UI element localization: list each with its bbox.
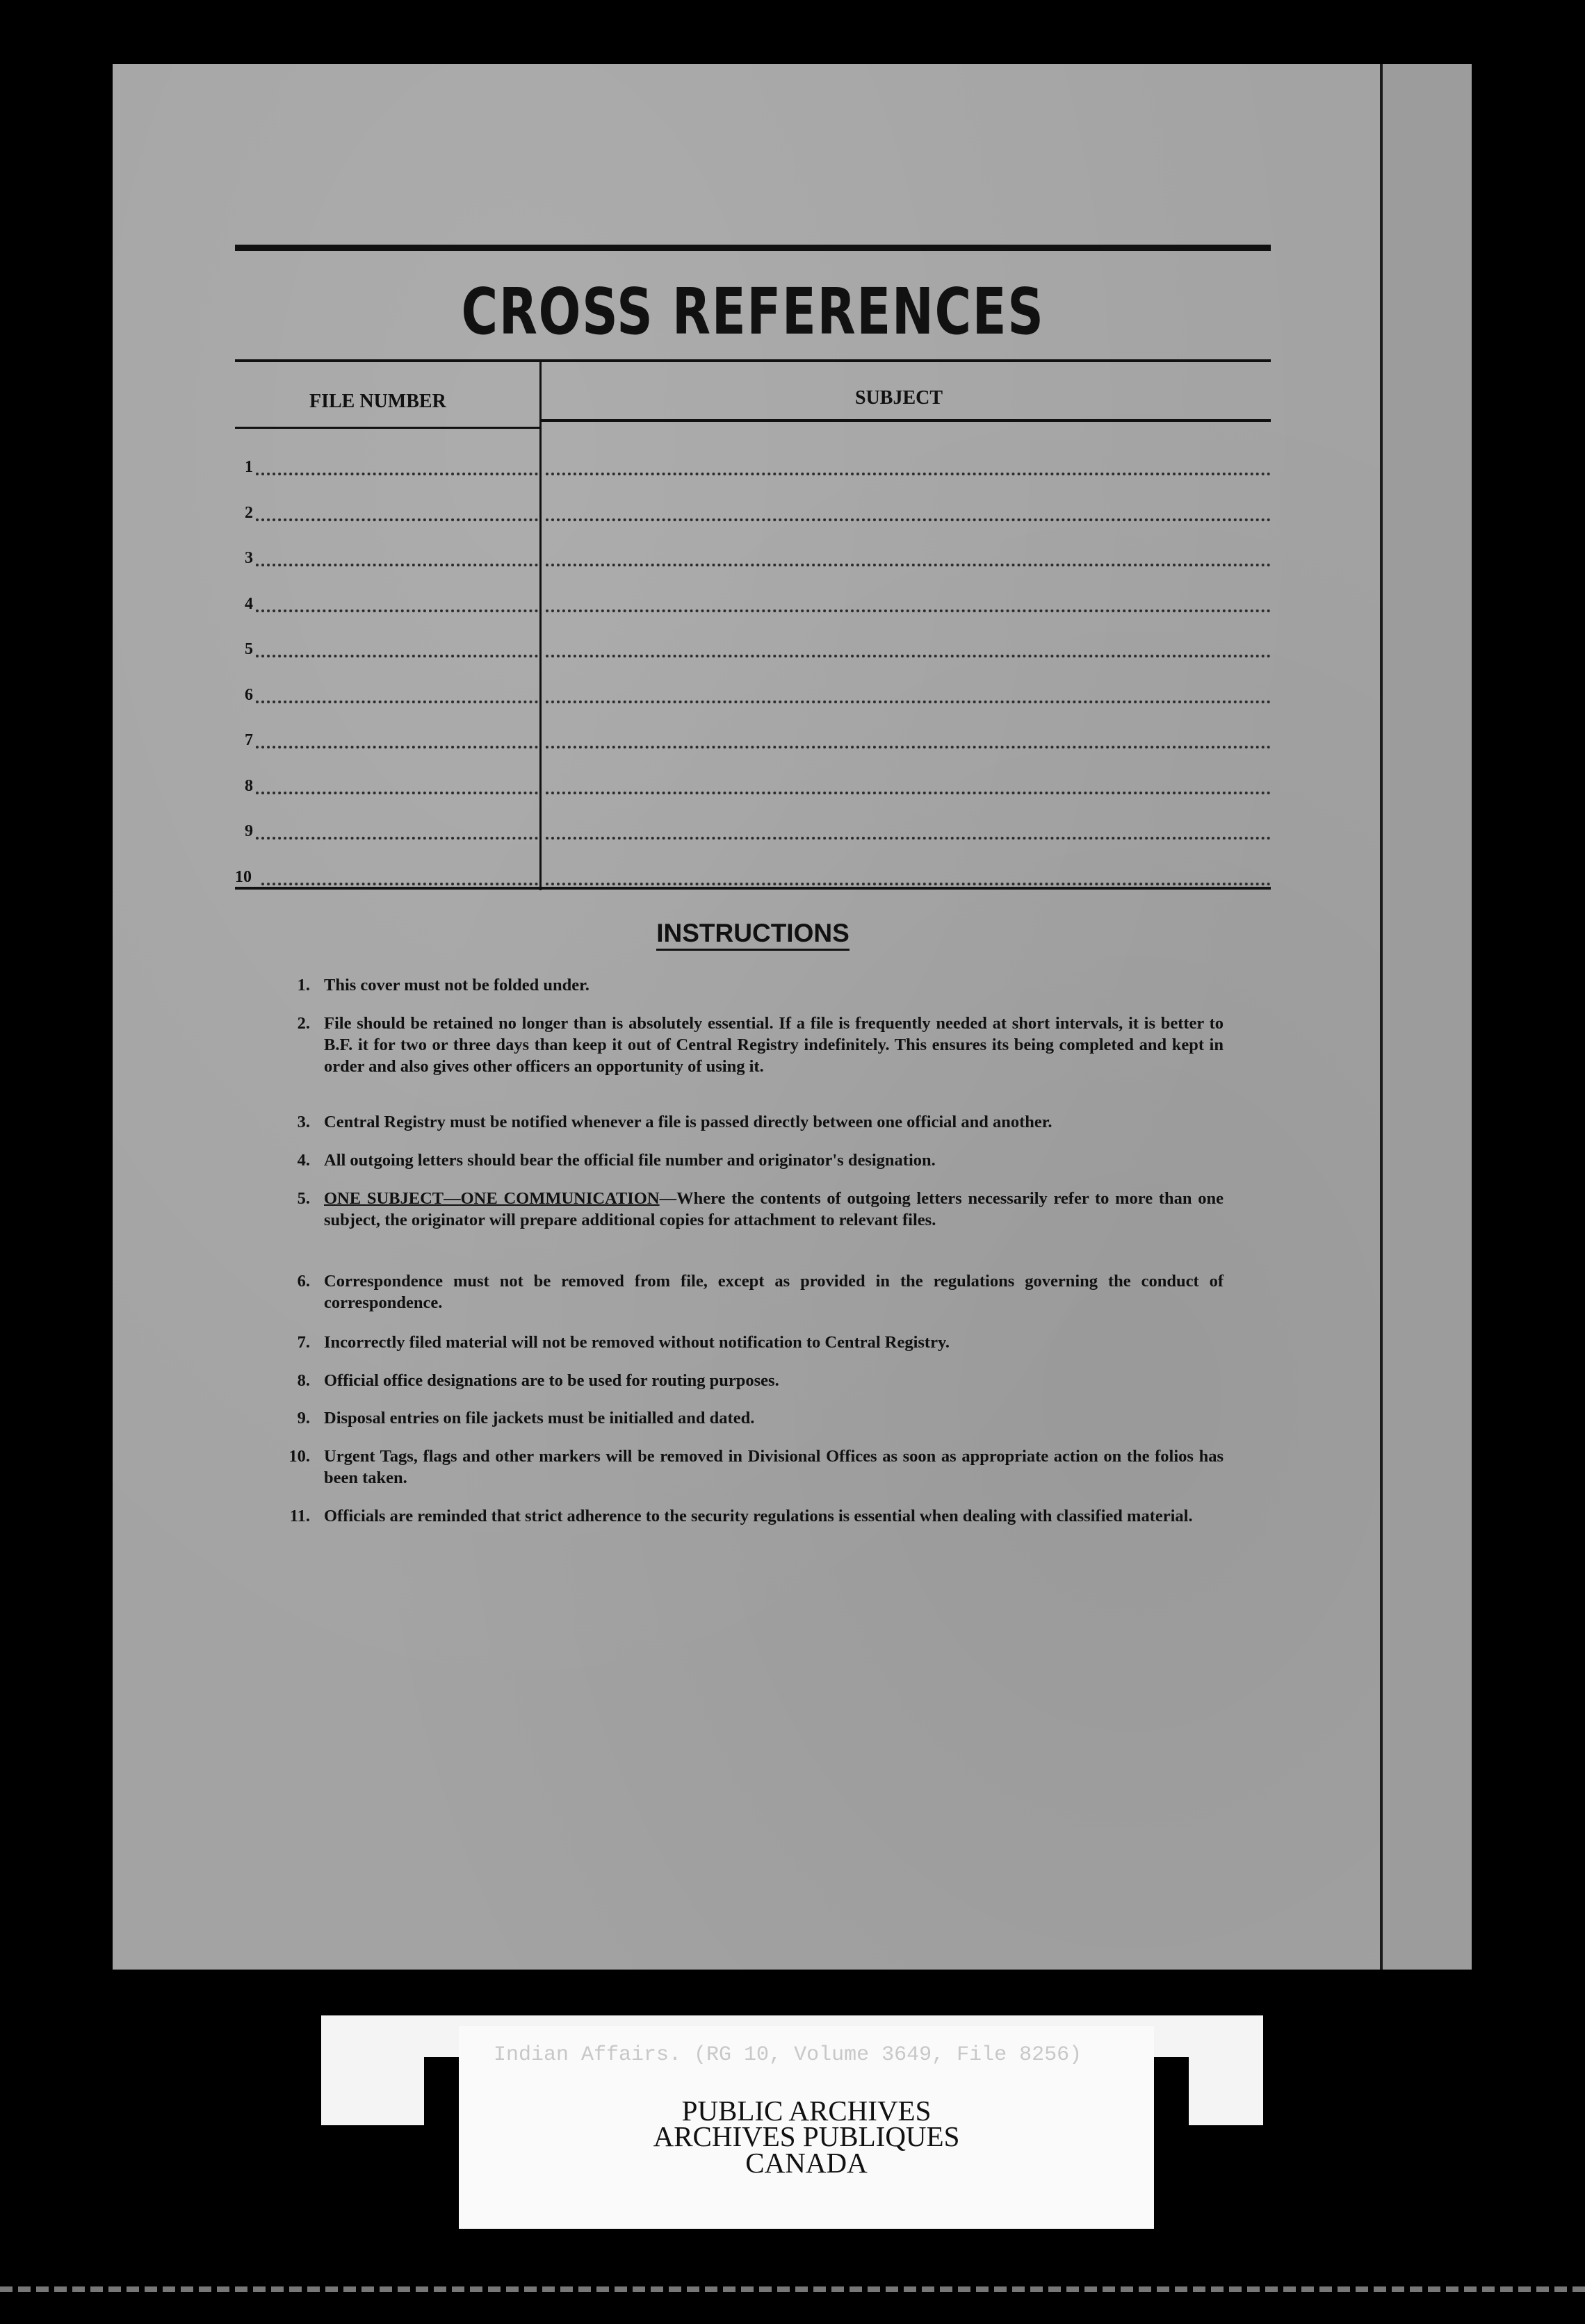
instruction-number: 5. [297, 1189, 310, 1208]
instruction-text [324, 1188, 1224, 1231]
subject-line[interactable] [546, 837, 1271, 840]
file-number-line[interactable] [256, 837, 538, 840]
film-edge [0, 2286, 1585, 2292]
row-number: 6 [245, 686, 253, 704]
subject-line[interactable] [546, 746, 1271, 748]
instruction-number: 9. [297, 1409, 310, 1427]
sheet-right-strip [1383, 64, 1472, 1970]
archive-reference-stamp: Indian Affairs. (RG 10, Volume 3649, File 8256) [494, 2043, 1082, 2067]
instruction-text: This cover must not be folded under. [324, 976, 590, 995]
file-number-line[interactable] [256, 564, 538, 566]
instruction-text: Officials are reminded that strict adherence to the security regulations is essential when dealing with classified material. [324, 1507, 1193, 1525]
file-number-line[interactable] [256, 473, 538, 475]
file-number-line[interactable] [256, 746, 538, 748]
subject-line[interactable] [546, 473, 1271, 475]
row-number: 8 [245, 777, 253, 795]
file-number-line[interactable] [256, 609, 538, 612]
file-header-rule [235, 427, 539, 429]
file-number-line[interactable] [256, 701, 538, 703]
instruction-text: Central Registry must be notified whenever a file is passed directly between one official and another. [324, 1113, 1052, 1131]
archive-line-2: ARCHIVES PUBLIQUES [653, 2120, 960, 2152]
row-number: 3 [245, 549, 253, 567]
row-number: 5 [245, 640, 253, 658]
instruction-number: 6. [297, 1272, 310, 1291]
row-number: 10 [235, 868, 252, 886]
archive-line-3: CANADA [745, 2147, 868, 2179]
instruction-number: 4. [297, 1151, 310, 1170]
top-rule [235, 245, 1271, 251]
subject-line[interactable] [546, 609, 1271, 612]
file-number-header: FILE NUMBER [309, 391, 446, 412]
instruction-text: Official office designations are to be used for routing purposes. [324, 1371, 779, 1390]
subject-header: SUBJECT [855, 387, 943, 409]
instruction-text: All outgoing letters should bear the official file number and originator's designation. [324, 1151, 936, 1170]
instruction-number: 3. [297, 1113, 310, 1131]
archive-line-1: PUBLIC ARCHIVES [681, 2095, 932, 2127]
file-number-line[interactable] [256, 655, 538, 657]
bottom-rule [235, 887, 1271, 890]
subject-line[interactable] [546, 564, 1271, 566]
instruction-body: —Where the contents of outgoing letters necessarily refer to more than one subject, the originator will prepare additional copies for attachment to relevant files. [324, 1189, 1224, 1229]
row-number: 1 [245, 458, 253, 476]
label-notch-right [1154, 2057, 1189, 2125]
row-number: 7 [245, 731, 253, 749]
instructions-heading: INSTRUCTIONS [236, 919, 1269, 948]
instruction-text: Disposal entries on file jackets must be initialled and dated. [324, 1409, 755, 1427]
file-number-line[interactable] [256, 792, 538, 794]
instruction-number: 11. [289, 1507, 310, 1525]
instruction-text: Correspondence must not be removed from file, except as provided in the regulations governing the conduct of correspondence. [324, 1272, 1224, 1312]
title-underline [235, 359, 1271, 362]
label-notch-left [424, 2057, 459, 2125]
instruction-text: Urgent Tags, flags and other markers will be removed in Divisional Offices as soon as appropriate action on the folios has been taken. [324, 1447, 1224, 1487]
subject-line[interactable] [546, 792, 1271, 794]
instruction-number: 7. [297, 1333, 310, 1352]
instruction-number: 2. [297, 1014, 310, 1033]
file-number-line[interactable] [261, 883, 538, 885]
row-number: 4 [245, 595, 253, 613]
file-number-line[interactable] [256, 518, 538, 521]
subject-line[interactable] [546, 518, 1271, 521]
instruction-lead: ONE SUBJECT—ONE COMMUNICATION [324, 1189, 660, 1208]
instruction-number: 1. [297, 976, 310, 995]
subject-line[interactable] [546, 655, 1271, 657]
instruction-number: 10. [288, 1447, 310, 1466]
subject-line[interactable] [546, 883, 1271, 885]
row-number: 2 [245, 504, 253, 522]
instruction-text: Incorrectly filed material will not be removed without notification to Central Registry. [324, 1333, 950, 1352]
instruction-number: 8. [297, 1371, 310, 1390]
row-number: 9 [245, 822, 253, 840]
subject-line[interactable] [546, 701, 1271, 703]
form-title: CROSS REFERENCES [461, 275, 1045, 349]
instruction-text: File should be retained no longer than is absolutely essential. If a file is frequently needed at short intervals, it is better to B.F. it for two or three days than keep it out of Central Registry indefinitely. This ensures its being completed and kept in order and also gives other officers an opportunity of using it. [324, 1014, 1224, 1076]
column-divider [539, 362, 542, 890]
subject-header-rule [542, 419, 1271, 422]
